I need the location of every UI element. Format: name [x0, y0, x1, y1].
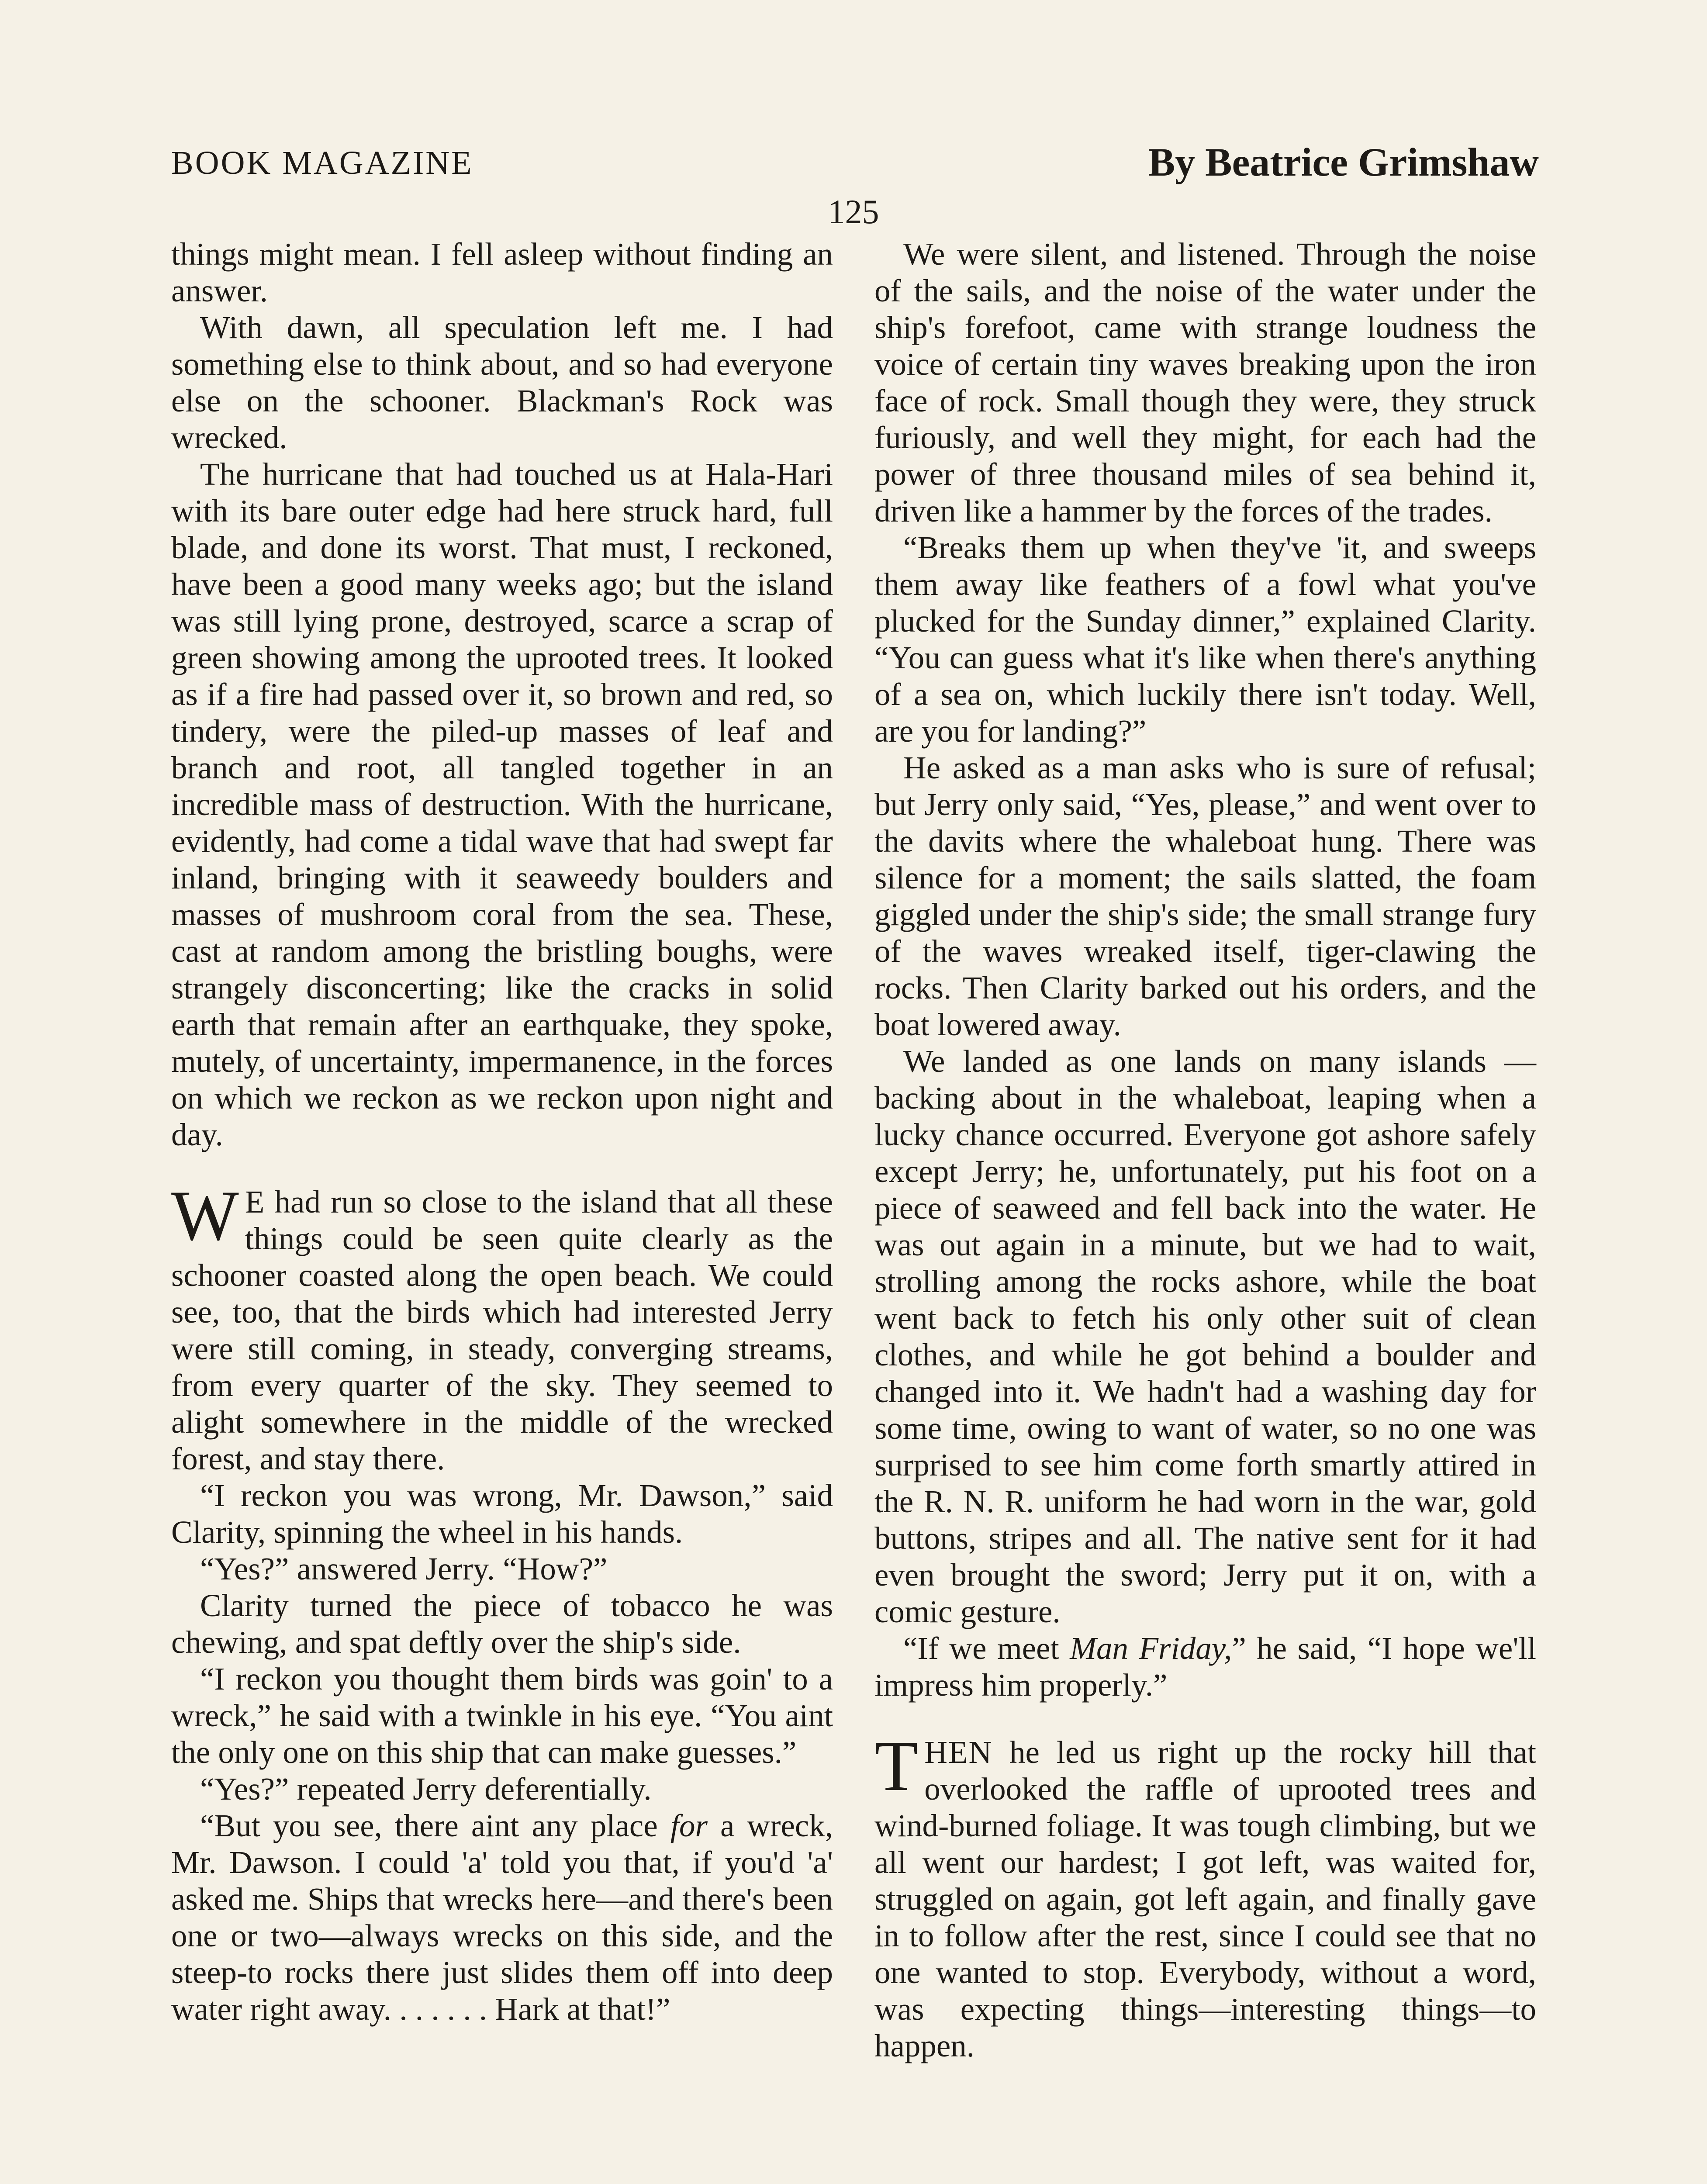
paragraph-text: “But you see, there aint any place [200, 1808, 670, 1843]
paragraph: “I reckon you was wrong, Mr. Dawson,” said Clarity, spinning the wheel in his hands. [171, 1478, 833, 1550]
paragraph-text: a wreck, Mr. Dawson. I could 'a' told you that, if you'd 'a' asked me. Ships that wrecks here—and there's been one or two—always wrecks on this side, and the steep-to rocks there just slides them off into deep water right away. . . . . . . Hark at that!” [171, 1808, 833, 2027]
paragraph [171, 1807, 833, 2028]
paragraph-text: ” he said, “I hope we'll impress him properly.” [874, 1631, 1536, 1703]
drop-cap: T [874, 1727, 919, 1806]
paragraph: He asked as a man asks who is sure of refusal; but Jerry only said, “Yes, please,” and went over to the davits where the whaleboat hung. There was silence for a moment; the sails slatted, the foam giggled under the ship's side; the small strange fury of the waves wreaked itself, tiger-clawing the rocks. Then Clarity barked out his orders, and the boat lowered away. [874, 750, 1536, 1042]
emphasis-text: for [670, 1808, 708, 1843]
small-caps-text: HEN [924, 1735, 993, 1770]
paragraph: “I reckon you thought them birds was goin' to a wreck,” he said with a twinkle in his eye. “You aint the only one on this ship that can make guesses.” [171, 1661, 833, 1770]
paragraph-text: he led us right up the rocky hill that overlooked the raffle of uprooted trees and wind-burned foliage. It was tough climbing, but we all went our hardest; I got left, was waited for, struggled on again, got left again, and finally gave in to follow after the rest, since I could see that no one wanted to stop. Everybody, without a word, was expecting things—interesting things—to happen. [874, 1735, 1536, 2063]
paragraph: things might mean. I fell asleep without finding an answer. [171, 236, 833, 308]
right-column [874, 236, 1536, 2064]
author-byline: By Beatrice Grimshaw [1148, 140, 1539, 184]
paragraph: We were silent, and listened. Through the noise of the sails, and the noise of the water under the ship's forefoot, came with strange loudness the voice of certain tiny waves breaking upon the iron face of rock. Small though they were, they struck furiously, and well they might, for each had the power of three thousand miles of sea behind it, driven like a hammer by the forces of the trades. [874, 236, 1536, 529]
paragraph: We landed as one lands on many islands —backing about in the whaleboat, leaping when a lucky chance occurred. Everyone got ashore safely except Jerry; he, unfortunately, put his foot on a piece of seaweed and fell back into the water. He was out again in a minute, but we had to wait, strolling among the rocks ashore, while the boat went back to fetch his only other suit of clean clothes, and while he got behind a boulder and changed into it. We hadn't had a washing day for some time, owing to want of water, so no one was surprised to see him come forth smartly attired in the R. N. R. uniform he had worn in the war, gold buttons, stripes and all. The native sent for it had even brought the sword; Jerry put it on, with a comic gesture. [874, 1044, 1536, 1629]
magazine-title: BOOK MAGAZINE [171, 145, 473, 181]
paragraph: “Yes?” repeated Jerry deferentially. [200, 1771, 652, 1807]
paragraph: The hurricane that had touched us at Hala-Hari with its bare outer edge had here struck hard, full blade, and done its worst. That must, I reckoned, have been a good many weeks ago; but the island was still lying prone, destroyed, scarce a scrap of green showing among the uprooted trees. It looked as if a fire had passed over it, so brown and red, so tindery, were the piled-up masses of leaf and branch and root, all tangled together in an incredible mass of destruction. With the hurricane, evidently, had come a tidal wave that had swept far inland, bringing with it seaweedy boulders and masses of mushroom coral from the sea. These, cast at random among the bristling boughs, were strangely disconcerting; like the cracks in solid earth that remain after an earthquake, they spoke, mutely, of uncertainty, impermanence, in the forces on which we reckon as we reckon upon night and day. [171, 456, 833, 1152]
paragraph-text: E had run so close to the island that all these things could be seen quite clearly as the schooner coasted along the open beach. We could see, too, that the birds which had interested Jerry were still coming, in steady, converging streams, from every quarter of the sky. They seemed to alight somewhere in the middle of the wrecked forest, and stay there. [171, 1184, 833, 1476]
emphasis-text: Man Friday, [1070, 1631, 1232, 1666]
paragraph [874, 1630, 1536, 1704]
paragraph: Clarity turned the piece of tobacco he was chewing, and spat deftly over the ship's side. [171, 1588, 833, 1660]
paragraph: “Yes?” answered Jerry. “How?” [200, 1551, 608, 1586]
section-paragraph [171, 1176, 833, 1477]
paragraph-text: “If we meet [903, 1631, 1070, 1666]
drop-cap: W [171, 1176, 239, 1255]
page-number: 125 [828, 193, 879, 231]
left-column [171, 236, 833, 2028]
paragraph: With dawn, all speculation left me. I had something else to think about, and so had everyone else on the schooner. Blackman's Rock was wrecked. [171, 310, 833, 455]
paragraph: “Breaks them up when they've 'it, and sweeps them away like feathers of a fowl what you've plucked for the Sunday dinner,” explained Clarity. “You can guess what it's like when there's anything of a sea on, which luckily there isn't today. Well, are you for landing?” [874, 530, 1536, 749]
section-paragraph [874, 1727, 1536, 2064]
